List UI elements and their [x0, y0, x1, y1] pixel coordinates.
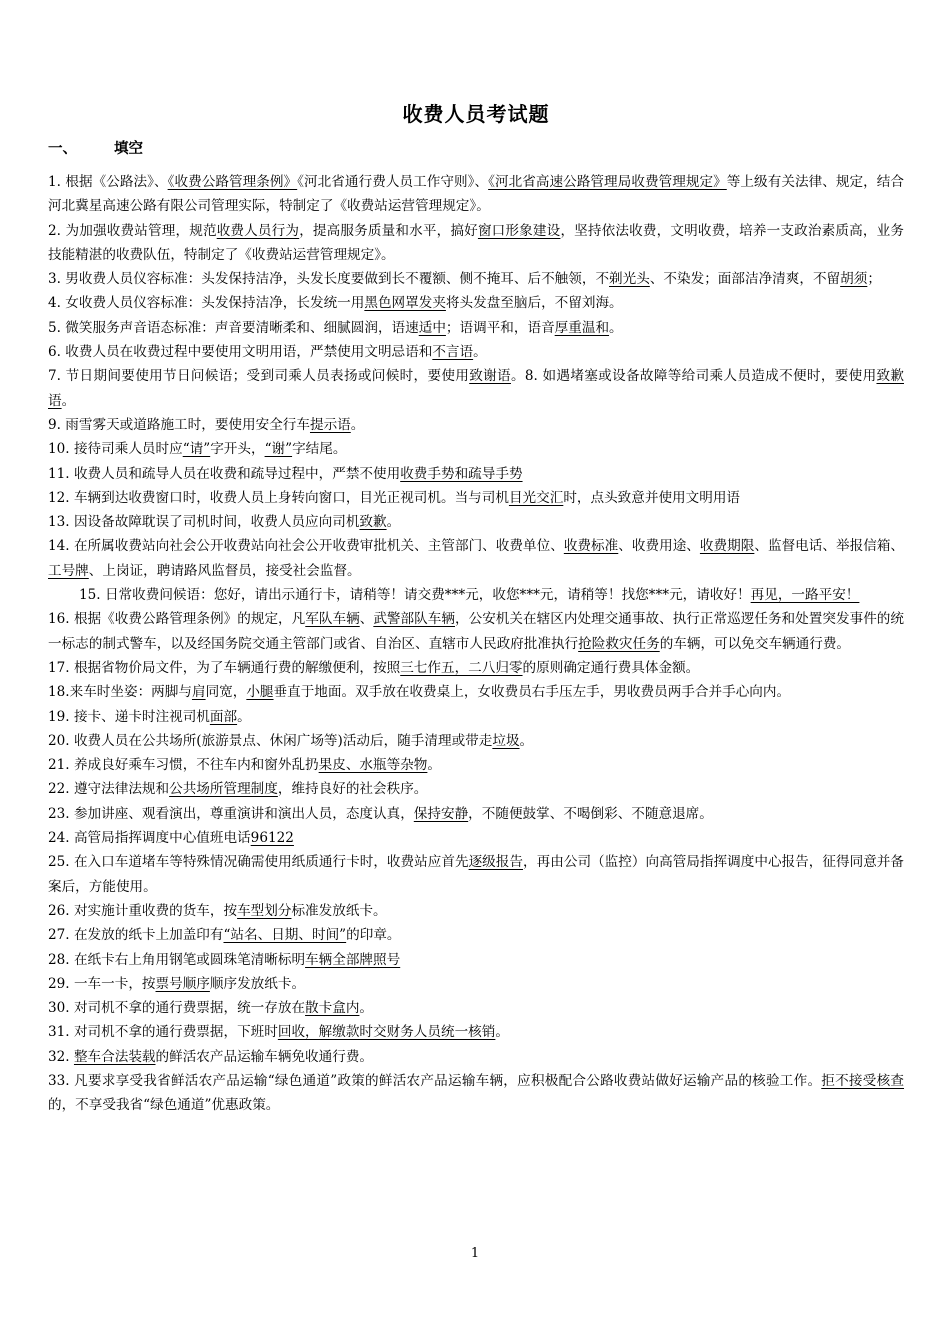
- question-text: 19. 接卡、递卡时注视司机: [48, 708, 210, 725]
- question-text: ；: [867, 271, 881, 288]
- question-text: 、收费用途、: [618, 538, 700, 555]
- question-item: [48, 583, 904, 607]
- question-text: 5. 微笑服务声音语态标准：声音要清晰柔和、细腻圆润，语速: [48, 319, 419, 336]
- question-text: ，维持良好的社会秩序。: [277, 781, 428, 798]
- page-number: 1: [470, 1246, 480, 1261]
- question-text: ，提高服务质量和水平，搞好: [299, 222, 478, 239]
- answer-blank: 散卡盒内: [305, 1000, 360, 1017]
- question-text: 24. 高管局指挥调度中心值班电话: [48, 830, 251, 847]
- question-text: 31. 对司机不拿的通行费票据，下班时: [48, 1024, 278, 1041]
- answer-blank: 三七作五，二八归零: [400, 659, 523, 676]
- question-text: 同宽，: [205, 684, 247, 701]
- question-text: ，不随便鼓掌、不喝倒彩、不随意退席。: [468, 805, 713, 822]
- answer-blank: 《河北省高速公路管理局收费管理规定》: [488, 174, 727, 190]
- question-item: [48, 413, 904, 437]
- answer-blank: 厚重温和: [554, 319, 610, 336]
- question-text: 22. 遵守法律法规和: [48, 781, 170, 798]
- question-item: [48, 680, 904, 704]
- question-text: 18.来车时坐姿：两脚与: [48, 684, 192, 701]
- question-text: 、: [359, 611, 374, 628]
- question-text: 。: [359, 1000, 374, 1017]
- question-text: 。: [237, 708, 251, 725]
- question-text: 。: [609, 319, 623, 336]
- question-text: 28. 在纸卡右上角用钢笔或圆珠笔清晰标明: [48, 951, 306, 968]
- question-text: 《河北省通行费人员工作守则》、: [297, 174, 489, 190]
- question-text: 垂直于地面。双手放在收费桌上，女收费员右手压左手，男收费员两手合并手心向内。: [273, 684, 791, 701]
- answer-blank: 目光交汇: [508, 489, 564, 506]
- question-item: [48, 510, 904, 534]
- answer-blank: 面部: [209, 708, 238, 725]
- question-item: [48, 607, 904, 656]
- question-text: 30. 对司机不拿的通行费票据，统一存放在: [48, 1000, 306, 1017]
- question-text: ，坚持依法收费，文明收费，培养一支政治素质高，业务技能精湛的收费队伍，特制定了《收费站运营管理规定》。: [48, 222, 905, 263]
- answer-blank: 回收，解缴款时交财务人员统一核销: [277, 1024, 496, 1041]
- question-text: 14. 在所属收费站向社会公开收费站向社会公开收费审批机关、主管部门、收费单位、: [48, 538, 564, 555]
- question-text: 15. 日常收费问候语：您好，请出示通行卡，请稍等！请交费***元，收您***元，请稍等！找您***元，请收好！: [79, 587, 751, 604]
- question-text: 。: [495, 1024, 509, 1041]
- answer-blank: 胡须: [840, 271, 868, 288]
- question-text: 、监督电话、举报信箱、: [754, 538, 905, 555]
- question-text: 的鲜活农产品运输车辆免收通行费。: [155, 1048, 374, 1065]
- question-item: [48, 534, 904, 583]
- question-item: [48, 656, 904, 680]
- question-text: 的原则确定通行费具体金额。: [522, 659, 700, 676]
- question-text: 。: [350, 416, 365, 433]
- question-text: 2. 为加强收费站管理，规范: [48, 222, 217, 239]
- answer-blank: 不言语: [432, 344, 474, 361]
- answer-blank: 车辆全部牌照号: [305, 951, 401, 968]
- answer-blank: 公共场所管理制度: [169, 781, 278, 798]
- question-item: [48, 364, 904, 413]
- answer-blank: 整车合法装载: [73, 1048, 156, 1065]
- question-item: [48, 291, 904, 315]
- document-title: 收费人员考试题: [402, 102, 550, 126]
- answer-blank: 适中: [418, 319, 446, 336]
- answer-blank: 拒不接受核查: [821, 1072, 905, 1089]
- answer-blank: 收费手势和疏导手势: [400, 465, 523, 482]
- question-text: 10. 接待司乘人员时应: [48, 441, 183, 458]
- question-text: 17. 根据省物价局文件，为了车辆通行费的解缴便利，按照: [48, 659, 401, 676]
- question-item: [48, 996, 904, 1020]
- question-text: 4. 女收费人员仪容标准：头发保持洁净，长发统一用: [48, 295, 365, 312]
- question-item: [48, 340, 904, 364]
- section-heading: [48, 137, 143, 158]
- question-item: [48, 267, 904, 291]
- question-item: [48, 923, 904, 947]
- question-text: 21. 养成良好乘车习惯，不往车内和窗外乱扔: [48, 757, 319, 774]
- question-item: [48, 850, 904, 899]
- answer-blank: 收费期限: [699, 538, 755, 555]
- section-number: 一、: [48, 140, 77, 157]
- question-text: ，公安机关在辖区内处理交通事故、执行正常巡逻任务和处置突发事件的统一标志的制式警车，以及经国务院交通主管部门或省、自治区、直辖市人民政府批准执行: [48, 611, 905, 652]
- question-text: 、上岗证，聘请路风监督员，接受社会监督。: [88, 562, 361, 579]
- answer-blank: 武警部队车辆: [373, 611, 455, 628]
- question-text: 字开头，: [210, 441, 265, 458]
- question-item: [48, 972, 904, 996]
- answer-blank: 致谢语: [469, 368, 511, 385]
- question-text: 的印章。: [346, 927, 401, 944]
- answer-blank: 车型划分: [237, 902, 292, 919]
- question-text: 。8. 如遇堵塞或设备故障等给司乘人员造成不便时，要使用: [510, 368, 877, 385]
- question-text: 6. 收费人员在收费过程中要使用文明用语，严禁使用文明忌语和: [48, 344, 433, 361]
- question-text: 32.: [48, 1048, 74, 1065]
- question-item: [48, 729, 904, 753]
- question-item: [48, 486, 904, 510]
- question-item: [48, 316, 904, 340]
- question-text: 标准发放纸卡。: [291, 902, 387, 919]
- question-text: 。: [386, 514, 401, 531]
- answer-blank: “请”: [182, 441, 211, 458]
- answer-blank: 收费人员行为: [216, 222, 300, 239]
- answer-blank: “谢”: [264, 441, 293, 458]
- answer-blank: 窗口形象建设: [477, 222, 561, 239]
- answer-blank: 保持安静: [413, 805, 469, 822]
- answer-blank: 黑色网罩发夹: [364, 295, 446, 312]
- question-text: 字结尾。: [292, 441, 347, 458]
- question-text: 。: [427, 757, 441, 774]
- question-item: [48, 826, 904, 850]
- question-text: 将头发盘至脑后，不留刘海。: [445, 295, 623, 312]
- question-text: 7. 节日期间要使用节日问候语；受到司乘人员表扬或问候时，要使用: [48, 368, 470, 385]
- question-text: 。: [519, 732, 534, 749]
- section-label: 填空: [114, 140, 143, 157]
- answer-blank: 抢险救灾任务: [578, 635, 660, 652]
- question-text: 的，不享受我省“绿色通道”优惠政策。: [48, 1097, 280, 1114]
- question-text: 时，点头致意并使用文明用语: [563, 489, 741, 506]
- answer-blank: “站名、日期、时间”: [223, 927, 347, 944]
- question-text: 29. 一车一卡，按: [48, 975, 156, 992]
- question-item: [48, 1020, 904, 1044]
- question-text: 1. 根据《公路法》、: [48, 174, 168, 190]
- question-item: [48, 437, 904, 461]
- question-item: [48, 462, 904, 486]
- question-item: [48, 899, 904, 923]
- question-item: [48, 219, 904, 268]
- answer-blank: 小腿: [246, 684, 274, 701]
- question-item: [48, 170, 904, 219]
- answer-blank: 致歉语: [48, 368, 904, 409]
- answer-blank: 逐级报告: [468, 854, 524, 871]
- answer-blank: 致歉: [359, 514, 387, 531]
- answer-blank: 垃圾: [492, 732, 520, 749]
- question-text: ，再由公司（监控）向高管局指挥调度中心报告，征得同意并备案后，方能使用。: [48, 854, 905, 895]
- question-text: 顺序发放纸卡。: [209, 975, 306, 992]
- answer-blank: 肩: [191, 684, 206, 701]
- question-item: [48, 948, 904, 972]
- question-text: 26. 对实施计重收费的货车，按: [48, 902, 238, 919]
- question-item: [48, 1069, 904, 1118]
- question-text: 3. 男收费人员仪容标准：头发保持洁净，头发长度要做到长不覆额、侧不掩耳、后不触领，不: [48, 271, 610, 288]
- answer-blank: 军队车辆: [305, 611, 360, 628]
- question-text: 。: [473, 344, 487, 361]
- answer-blank: 剃光头: [609, 271, 650, 288]
- question-text: 16. 根据《收费公路管理条例》的规定，凡: [48, 611, 306, 628]
- answer-blank: 提示语: [309, 416, 351, 433]
- question-text: 13. 因设备故障耽误了司机时间，收费人员应向司机: [48, 514, 360, 531]
- question-text: ；语调平和，语音: [445, 319, 555, 336]
- question-text: 20. 收费人员在公共场所(旅游景点、休闲广场等)活动后，随手清理或带走: [48, 732, 493, 749]
- question-text: 的车辆，可以免交车辆通行费。: [659, 635, 851, 652]
- question-text: 11. 收费人员和疏导人员在收费和疏导过程中，严禁不使用: [48, 465, 401, 482]
- question-item: [48, 802, 904, 826]
- question-item: [48, 705, 904, 729]
- question-item: [48, 1045, 904, 1069]
- question-text: 12. 车辆到达收费窗口时，收费人员上身转向窗口，目光正视司机。当与司机: [48, 489, 509, 506]
- question-text: 。: [61, 392, 76, 409]
- answer-blank: 96122: [250, 830, 294, 847]
- answer-blank: 收费标准: [563, 538, 619, 555]
- question-text: 33. 凡要求享受我省鲜活农产品运输“绿色通道”政策的鲜活农产品运输车辆，应积极配合公路收费站做好运输产品的核验工作。: [48, 1072, 822, 1089]
- question-item: [48, 777, 904, 801]
- answer-blank: 票号顺序: [155, 975, 210, 992]
- question-list: [48, 170, 904, 1118]
- question-text: 、不染发；面部洁净清爽，不留: [649, 271, 841, 288]
- question-text: 23. 参加讲座、观看演出，尊重演讲和演出人员，态度认真，: [48, 805, 414, 822]
- question-item: [48, 753, 904, 777]
- question-text: 27. 在发放的纸卡上加盖印有: [48, 927, 224, 944]
- answer-blank: 再见，一路平安！: [750, 587, 860, 604]
- answer-blank: 《收费公路管理条例》: [167, 174, 298, 190]
- answer-blank: 果皮、水瓶等杂物: [318, 757, 428, 774]
- answer-blank: 工号牌: [48, 562, 89, 579]
- question-text: 9. 雨雪雾天或道路施工时，要使用安全行车: [48, 416, 310, 433]
- question-text: 25. 在入口车道堵车等特殊情况确需使用纸质通行卡时，收费站应首先: [48, 854, 469, 871]
- question-text: 等上级有关法律、规定，结合河北冀星高速公路有限公司管理实际，特制定了《收费站运营管理规定》。: [48, 174, 905, 215]
